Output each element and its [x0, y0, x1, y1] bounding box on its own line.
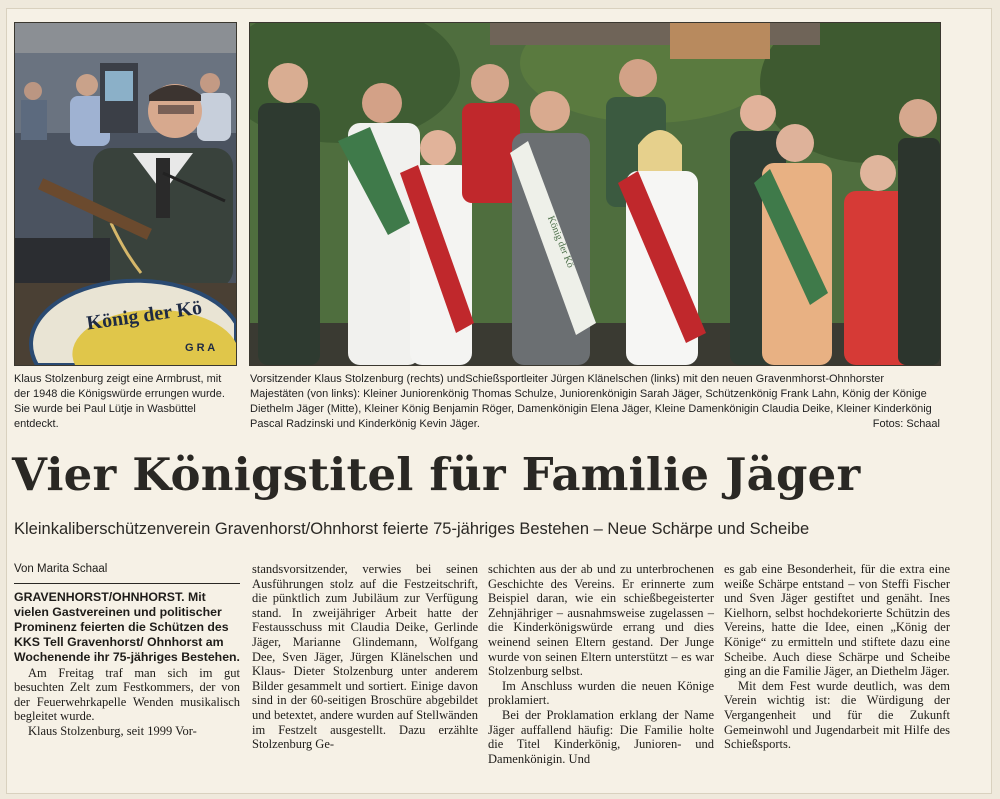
col4-paragraph-1: es gab eine Besonderheit, für die extra eine weiße Schärpe entstand – von Steffi Fischer und Sven Jäger gestiftet und genäht. Ines Kielhorn, selbst hochdekorierte Schützin des Vereins, hatte die Idee, einen „König der Könige“ zu ermitteln und stiftete dazu eine Scheibe. Auch diese Schärpe und Scheibe ging an die Familie Jäger, an Diethelm Jäger. — [724, 562, 950, 679]
person-1 — [258, 63, 320, 365]
col3-paragraph-1: schichten aus der ab und zu unterbrochenen Geschichte des Vereins. Er erinnerte zum Beispiel daran, wie ein schießbegeisterter Zehnjähriger – ausnahmsweise zugelassen – die Kinderkönigswürde errang und dies weinend seinen Eltern gestand. Der Junge wurde von seinen Eltern unterstützt – es war Stolzenburg selbst. — [488, 562, 714, 679]
col3-paragraph-3: Bei der Proklamation erklang der Name Jäger auffallend häufig: Die Familie holte die Titel Kinderkönig, Junioren- und Damenkönigin. Und — [488, 707, 714, 766]
col1-paragraph-1: Am Freitag traf man sich im gut besuchten Zelt zum Festkommers, der von der Feuerwehrkapelle Wenden musikalisch begleitet wurde. — [14, 665, 240, 724]
headline: Vier Königstitel für Familie Jäger — [12, 448, 861, 501]
column-3 — [488, 562, 714, 766]
photo-left-illustration — [15, 23, 236, 365]
subheadline: Kleinkaliberschützenverein Gravenhorst/Ohnhorst feierte 75-jähriges Bestehen – Neue Schärpe und Scheibe — [14, 520, 810, 538]
caption-left: Klaus Stolzenburg zeigt eine Armbrust, mit der 1948 die Königswürde errungen wurde. Sie wurde bei Paul Lütje in Wasbüttel entdeckt. — [14, 373, 225, 430]
column-4 — [724, 562, 950, 752]
person-11 — [898, 99, 940, 365]
podium-sign-text: König der Kö — [85, 296, 204, 335]
sash-text: König der Kö — [544, 214, 576, 270]
caption-right-text: Vorsitzender Klaus Stolzenburg (rechts) undSchießsportleiter Jürgen Klänelschen (links) mit den neuen Gravenmhorst-Ohnhorster Majestäten (von links): Kleiner Juniorenkönig Thomas Schulze, Juniorenkönigin Sarah Jäger, Schützenkönig Frank Lahn, König der Könige Diethelm Jäger (Mitte), Kleiner König Benjamin Röger, Damenkönigin Elena Jäger, Kleine Damenkönigin Claudia Deike, Kleiner Kinderkönig Pascal Radzinski und Kinderkönig Kevin Jäger. — [250, 373, 932, 430]
col2-paragraph-1: standsvorsitzender, verwies bei seinen Ausführungen stolz auf die Festzeitschrift, die pünktlich zum Jubiläum zur Verfügung stand. In zweijähriger Arbeit hatte der Festausschuss mit Claudia Deike, Gerlinde Jäger, Marianne Glindemann, Wolfgang Dee, Sven Jäger, Jürgen Klänelschen und Klaus- Dieter Stolzenburg unter anderem Bilder gesammelt und sortiert. Einige davon sind in der 60-seitigen Broschüre abgebildet und betextet, andere wurden auf Stellwänden im Festzelt ausgestellt. Dazu erzählte Stolzenburg Ge- — [252, 562, 478, 752]
podium-sign-letters: G R A — [185, 342, 216, 354]
byline: Von Marita Schaal — [14, 562, 240, 584]
caption-right — [250, 372, 940, 432]
photo-stolzenburg-crossbow — [14, 22, 237, 366]
col1-paragraph-2: Klaus Stolzenburg, seit 1999 Vor- — [28, 723, 197, 738]
photo-credit: Fotos: Schaal — [872, 418, 940, 430]
col3-paragraph-2: Im Anschluss wurden die neuen Könige proklamiert. — [488, 678, 714, 708]
photo-group-majestaeten — [249, 22, 941, 366]
lead-paragraph: GRAVENHORST/OHNHORST. Mit vielen Gastvereinen und politischer Prominenz feierten die Schützen des KKS Tell Gravenhorst/ Ohnhorst am Wochenende ihr 75-jähriges Bestehen. — [14, 589, 240, 665]
photo-right-illustration — [250, 23, 940, 365]
col4-paragraph-2: Mit dem Fest wurde deutlich, was dem Verein wichtig ist: die Würdigung der Vergangenheit und für die Zukunft Gemeinwohl und Jugendarbeit mit Hilfe des Schießsports. — [724, 678, 950, 752]
column-2 — [252, 562, 478, 752]
column-1 — [14, 562, 240, 739]
